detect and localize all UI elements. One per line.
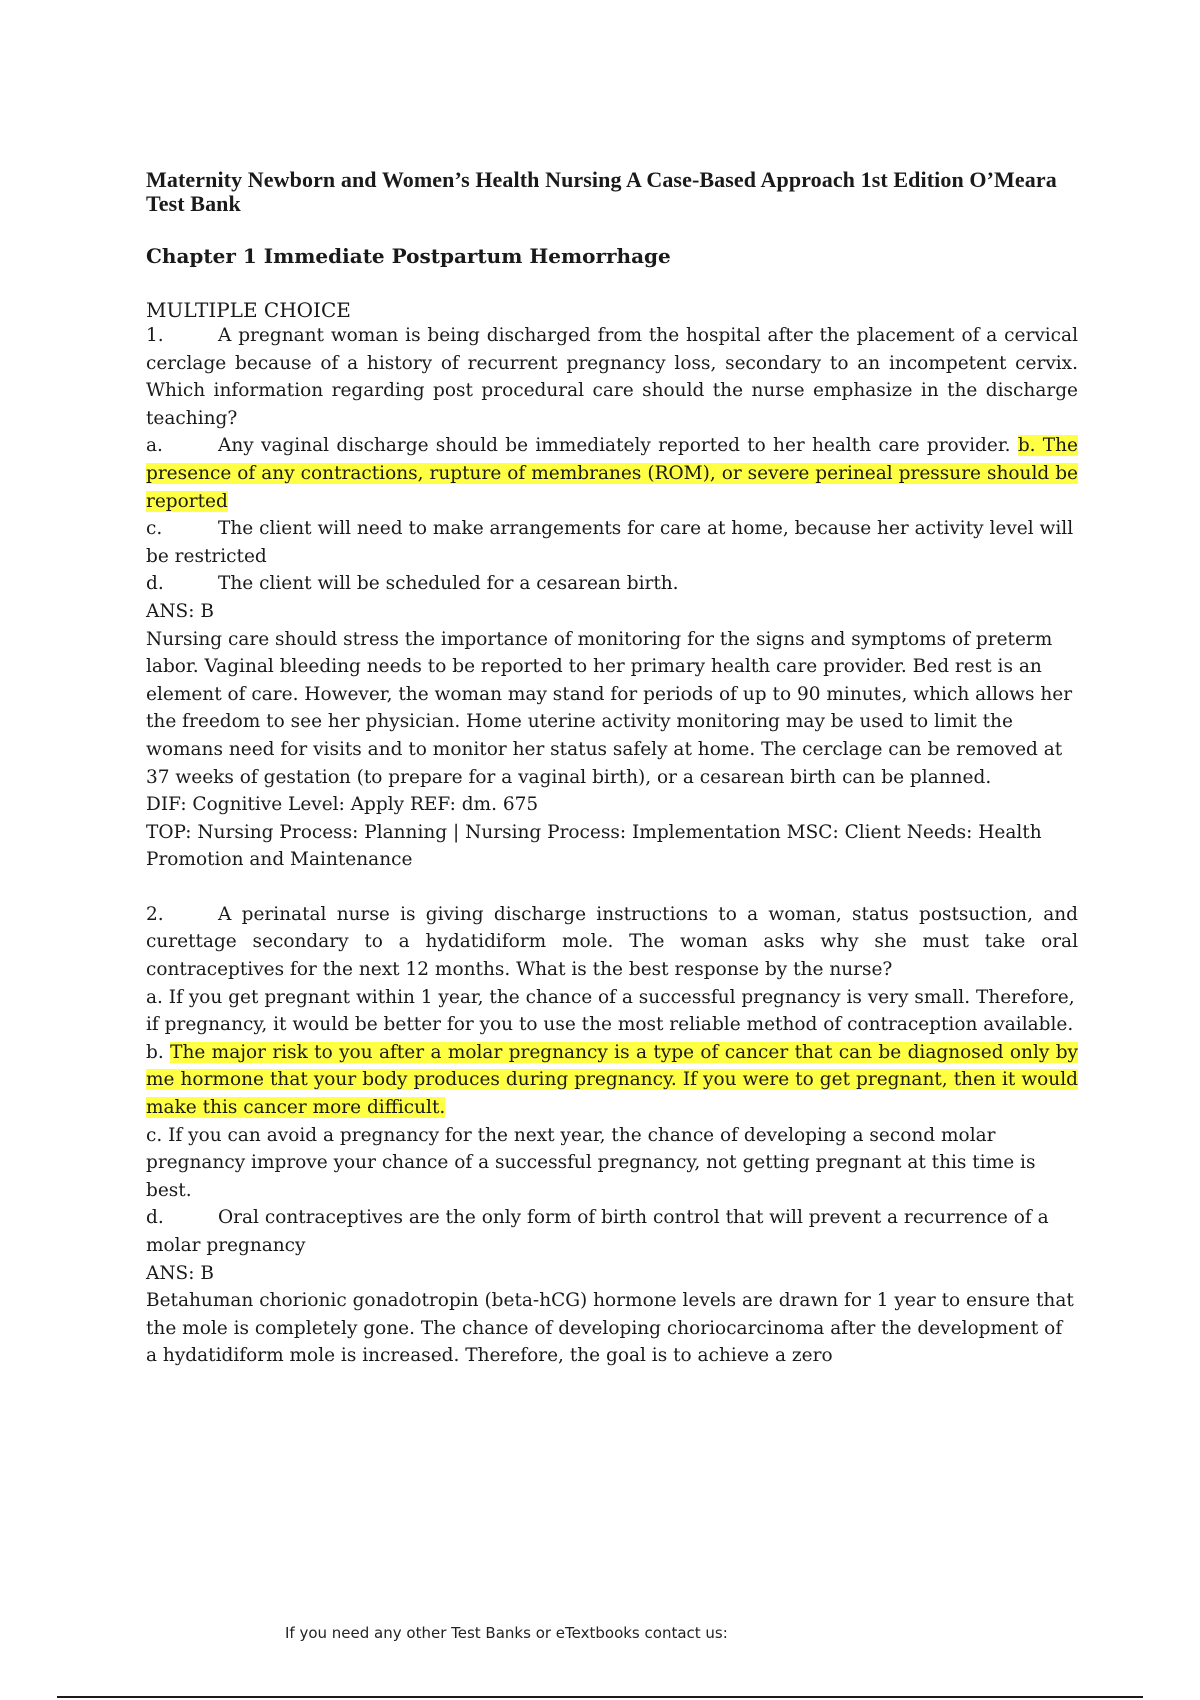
question-1 xyxy=(146,322,1078,874)
question-1-option-c xyxy=(146,515,1078,570)
question-2-stem xyxy=(146,901,1078,984)
option-d: Oral contraceptives are the only form of birth control that will prevent a recurrence of a molar pregnancy xyxy=(146,1207,1049,1256)
option-b-label: b. xyxy=(146,1041,164,1063)
stem-text: A pregnant woman is being discharged from the hospital after the placement of a cervical cerclage because of a history of recurrent pregnancy loss, secondary to an incompetent cervix. Which information regarding post procedural care should the nurse emphasize in the discharge teaching? xyxy=(146,325,1078,429)
question-2 xyxy=(146,901,1078,1370)
question-number: 1. xyxy=(146,325,164,346)
section-title: MULTIPLE CHOICE xyxy=(146,298,351,322)
question-number: 2. xyxy=(146,903,164,925)
option-d: The client will be scheduled for a cesarean birth. xyxy=(218,573,679,595)
chapter-title: Chapter 1 Immediate Postpartum Hemorrhage xyxy=(146,244,671,268)
question-1-options-ab xyxy=(146,432,1078,515)
document-page xyxy=(146,168,1078,1370)
answer: ANS: B xyxy=(146,1262,214,1284)
question-2-option-c: c. If you can avoid a pregnancy for the next year, the chance of developing a second molar pregnancy improve your chance of a successful pregnancy, not getting pregnant at this time is best. xyxy=(146,1124,1036,1201)
question-2-option-d xyxy=(146,1204,1078,1259)
question-2-option-a: a. If you get pregnant within 1 year, the chance of a successful pregnancy is very small. Therefore, if pregnancy, it would be better for you to use the most reliable method of contraception available. xyxy=(146,986,1075,1036)
option-c-label: c. xyxy=(146,518,163,540)
option-b-highlighted: The major risk to you after a molar pregnancy is a type of cancer that can be diagnosed only by me hormone that your body produces during pregnancy. If you were to get pregnant, then it would make this cancer more difficult. xyxy=(146,1041,1078,1119)
question-1-stem xyxy=(146,322,1078,432)
answer: ANS: B xyxy=(146,600,214,622)
option-d-label: d. xyxy=(146,573,164,595)
rationale: Nursing care should stress the importance of monitoring for the signs and symptoms of preterm labor. Vaginal bleeding needs to be reported to her primary health care provider. Bed rest is an element of care. However, the woman may stand for periods of up to 90 minutes, which allows her the freedom to see her physician. Home uterine activity monitoring may be used to limit the womans need for visits and to monitor her status safely at home. The cerclage can be removed at 37 weeks of gestation (to prepare for a vaginal birth), or a cesarean birth can be planned. xyxy=(146,628,1073,788)
option-b-highlighted: b. The presence of any contractions, rupture of membranes (ROM), or severe perineal pressure should be reported xyxy=(146,435,1078,512)
option-a-label: a. xyxy=(146,435,163,457)
difficulty-ref: DIF: Cognitive Level: Apply REF: dm. 675 xyxy=(146,794,539,816)
topic-msc: TOP: Nursing Process: Planning | Nursing Process: Implementation MSC: Client Needs: Health Promotion and Maintenance xyxy=(146,821,1042,871)
option-c: The client will need to make arrangements for care at home, because her activity level will be restricted xyxy=(146,518,1074,567)
option-a: Any vaginal discharge should be immediately reported to her health care provider. xyxy=(218,435,1011,457)
spacer xyxy=(146,874,1078,901)
footer-note: If you need any other Test Banks or eTextbooks contact us: xyxy=(285,1624,728,1642)
option-d-label: d. xyxy=(146,1207,164,1229)
question-1-option-d xyxy=(146,570,1078,598)
rationale: Betahuman chorionic gonadotropin (beta-hCG) hormone levels are drawn for 1 year to ensure that the mole is completely gone. The chance of developing choriocarcinoma after the development of a hydatidiform mole is increased. Therefore, the goal is to achieve a zero xyxy=(146,1290,1074,1367)
footer-divider xyxy=(57,1696,1143,1698)
stem-text: A perinatal nurse is giving discharge instructions to a woman, status postsuction, and curettage secondary to a hydatidiform mole. The woman asks why she must take oral contraceptives for the next 12 months. What is the best response by the nurse? xyxy=(146,903,1078,981)
question-2-option-b xyxy=(146,1039,1078,1122)
document-title: Maternity Newborn and Women’s Health Nursing A Case-Based Approach 1st Edition O’Meara Test Bank xyxy=(146,167,1057,216)
